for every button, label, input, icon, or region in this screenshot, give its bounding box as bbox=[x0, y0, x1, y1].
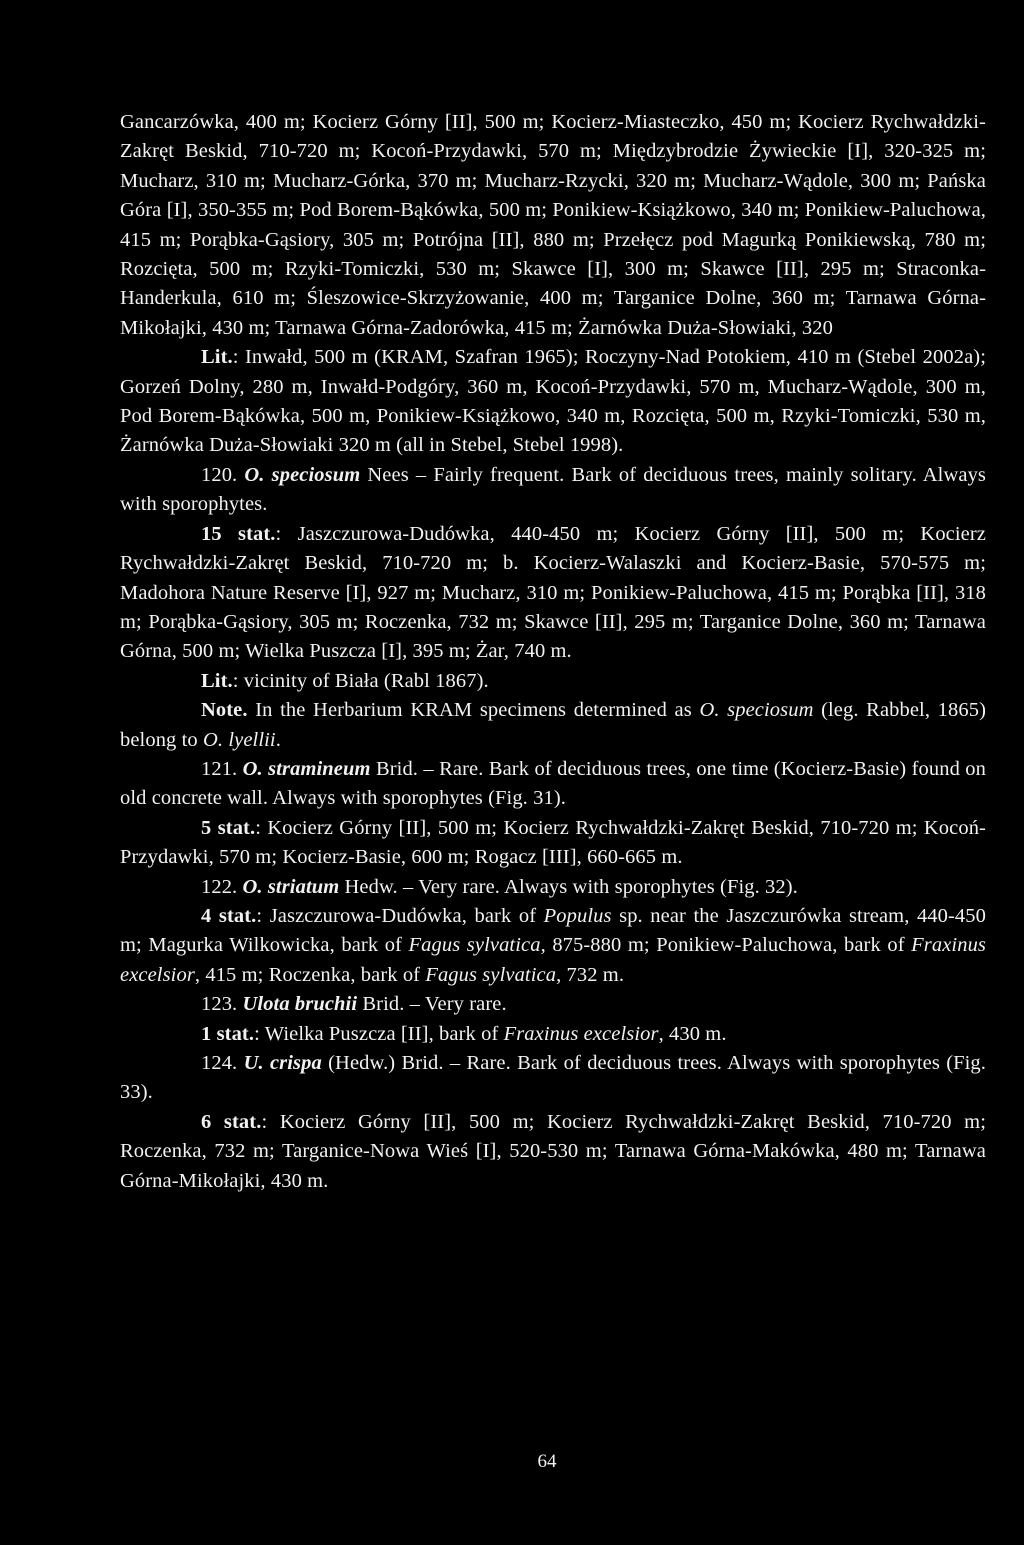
text-run: O. speciosum bbox=[244, 463, 361, 486]
paragraph bbox=[120, 343, 986, 461]
text-run: Brid. – Very rare. bbox=[357, 993, 507, 1016]
text-run: Fagus sylvatica bbox=[425, 963, 557, 986]
text-run: , 430 m. bbox=[658, 1022, 727, 1045]
paragraph bbox=[120, 814, 986, 873]
text-run: 1 stat. bbox=[201, 1022, 255, 1045]
text-run: , 415 m; Roczenka, bark of bbox=[194, 963, 426, 986]
text-run: (Hedw.) Brid. – Rare. Bark of deciduous trees. Always with sporophytes (Fig. 33). bbox=[120, 1052, 986, 1104]
text-run: U. crispa bbox=[243, 1052, 322, 1074]
paragraph bbox=[120, 696, 986, 755]
body-text bbox=[120, 108, 986, 1196]
text-run: : Wielka Puszcza [II], bark of bbox=[254, 1022, 504, 1045]
paragraph bbox=[120, 1049, 986, 1108]
text-run: 120. bbox=[201, 463, 245, 486]
paragraph bbox=[120, 1108, 986, 1196]
text-run: 15 stat. bbox=[201, 522, 276, 545]
text-run: 5 stat. bbox=[201, 816, 256, 839]
text-run: : Jaszczurowa-Dudówka, 440-450 m; Kocierz Górny [II], 500 m; Kocierz Rychwałdzki-Zakręt Beskid, 710-720 m; b. Kocierz-Walaszki and Kocierz-Basie, 570-575 m; Madohora Nature Reserve [I], 927 m; Mucharz, 310 m; Ponikiew-Paluchowa, 415 m; Porąbka [II], 318 m; Porąbka-Gąsiory, 305 m; Roczenka, 732 m; Skawce [II], 295 m; Targanice Dolne, 360 m; Tarnawa Górna, 500 m; Wielka Puszcza [I], 395 m; Żar, 740 m. bbox=[120, 522, 986, 663]
paragraph bbox=[120, 1020, 986, 1049]
text-run: : Jaszczurowa-Dudówka, bark of bbox=[256, 904, 544, 927]
text-run: 6 stat. bbox=[201, 1110, 262, 1133]
text-run: , 875-880 m; Ponikiew-Paluchowa, bark of bbox=[540, 934, 912, 957]
paragraph bbox=[120, 902, 986, 990]
text-run: O. lyellii bbox=[203, 728, 276, 751]
text-run: O. stramineum bbox=[242, 757, 371, 780]
text-run: 123. bbox=[201, 993, 243, 1016]
text-run: Brid. – Rare. Bark of deciduous trees, one time (Kocierz-Basie) found on old concrete wall. Always with sporophytes (Fig. 31). bbox=[120, 757, 986, 810]
text-run: Hedw. – Very rare. Always with sporophytes (Fig. 32). bbox=[339, 875, 798, 898]
text-run: In the Herbarium KRAM specimens determined as bbox=[247, 699, 700, 722]
text-run: O. striatum bbox=[242, 875, 340, 898]
paragraph bbox=[120, 990, 986, 1019]
paragraph bbox=[120, 873, 986, 902]
paragraph bbox=[120, 520, 986, 667]
page-number: 64 bbox=[537, 1451, 557, 1472]
text-run: Fagus sylvatica bbox=[408, 934, 541, 957]
text-run: O. speciosum bbox=[699, 699, 814, 722]
text-run: 122. bbox=[201, 875, 243, 898]
text-run: sp. near the Jaszczurówka stream, 440-450 m; Magurka Wilkowicka, bark of bbox=[120, 904, 986, 957]
text-run: Populus bbox=[543, 904, 612, 927]
text-run: 124. bbox=[201, 1052, 244, 1074]
text-run: : vicinity of Biała (Rabl 1867). bbox=[232, 669, 489, 692]
text-run: Note. bbox=[201, 699, 248, 722]
text-run: : Kocierz Górny [II], 500 m; Kocierz Rychwałdzki-Zakręt Beskid, 710-720 m; Kocoń-Przydawki, 570 m; Kocierz-Basie, 600 m; Rogacz [III], 660-665 m. bbox=[120, 816, 986, 869]
text-run: Lit. bbox=[201, 669, 233, 692]
text-run: Nees – Fairly frequent. Bark of deciduous trees, mainly solitary. Always with sporophytes. bbox=[120, 463, 987, 516]
paragraph bbox=[120, 461, 986, 520]
text-run: Fraxinus excelsior bbox=[120, 934, 986, 986]
text-run: Ulota bruchii bbox=[242, 993, 358, 1016]
paragraph bbox=[120, 755, 986, 814]
text-run: (leg. Rabbel, 1865) belong to bbox=[120, 699, 987, 751]
text-run: : Inwałd, 500 m (KRAM, Szafran 1965); Roczyny-Nad Potokiem, 410 m (Stebel 2002a); Gorzeń Dolny, 280 m, Inwałd-Podgóry, 360 m, Kocoń-Przydawki, 570 m, Mucharz-Wądole, 300 m, Pod Borem-Bąkówka, 500 m, Ponikiew-Książkowo, 340 m, Rozcięta, 500 m, Rzyki-Tomiczki, 530 m, Żarnówka Duża-Słowiaki 320 m (all in Stebel, Stebel 1998). bbox=[120, 346, 986, 457]
paragraph bbox=[120, 667, 986, 696]
text-run: 4 stat. bbox=[201, 904, 257, 927]
text-run: : Kocierz Górny [II], 500 m; Kocierz Rychwałdzki-Zakręt Beskid, 710-720 m; Roczenka, 732 m; Targanice-Nowa Wieś [I], 520-530 m; Tarnawa Górna-Makówka, 480 m; Tarnawa Górna-Mikołajki, 430 m. bbox=[120, 1110, 986, 1192]
text-run: Fraxinus excelsior bbox=[503, 1022, 659, 1045]
text-run: . bbox=[275, 728, 281, 751]
paragraph bbox=[120, 108, 986, 343]
text-run: 121. bbox=[201, 757, 243, 780]
text-run: Lit. bbox=[201, 346, 233, 369]
text-run: Gancarzówka, 400 m; Kocierz Górny [II], 500 m; Kocierz-Miasteczko, 450 m; Kocierz Rychwałdzki-Zakręt Beskid, 710-720 m; Kocoń-Przydawki, 570 m; Międzybrodzie Żywieckie [I], 320-325 m; Mucharz, 310 m; Mucharz-Górka, 370 m; Mucharz-Rzycki, 320 m; Mucharz-Wądole, 300 m; Pańska Góra [I], 350-355 m; Pod Borem-Bąkówka, 500 m; Ponikiew-Książkowo, 340 m; Ponikiew-Paluchowa, 415 m; Porąbka-Gąsiory, 305 m; Potrójna [II], 880 m; Przełęcz pod Magurką Ponikiewską, 780 m; Rozcięta, 500 m; Rzyki-Tomiczki, 530 m; Skawce [I], 300 m; Skawce [II], 295 m; Straconka-Handerkula, 610 m; Śleszowice-Skrzyżowanie, 400 m; Targanice Dolne, 360 m; Tarnawa Górna-Mikołajki, 430 m; Tarnawa Górna-Zadorówka, 415 m; Żarnówka Duża-Słowiaki, 320 bbox=[120, 111, 986, 339]
text-run: , 732 m. bbox=[556, 963, 625, 986]
